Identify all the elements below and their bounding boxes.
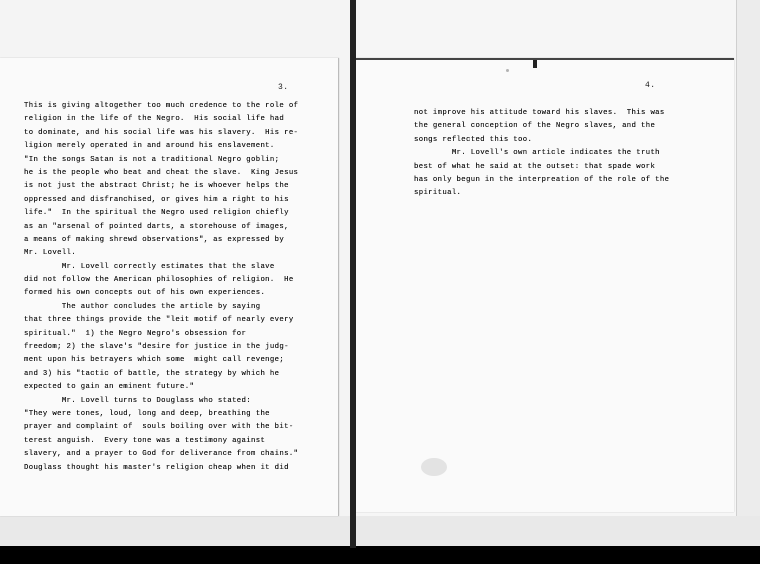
- text-line: to dominate, and his social life was his slavery. His re-: [24, 128, 299, 137]
- text-line: oppressed and disfranchised, or gives him a right to his: [24, 195, 289, 204]
- paper-smudge: [421, 458, 447, 476]
- text-line: that three things provide the "leit motif of nearly every: [24, 316, 294, 325]
- text-line: the general conception of the Negro slaves, and the: [414, 122, 656, 131]
- text-line: and 3) his "tactic of battle, the strategy by which he: [24, 369, 280, 378]
- text-line: as an "arsenal of pointed darts, a storehouse of images,: [24, 222, 289, 231]
- text-line: ligion merely operated in and around his enslavement.: [24, 142, 275, 151]
- typed-page-left: [0, 58, 339, 516]
- text-line: Mr. Lovell correctly estimates that the slave: [24, 262, 275, 271]
- right-sheet-edge: [736, 0, 760, 545]
- text-line: Mr. Lovell turns to Douglass who stated:: [24, 396, 251, 405]
- text-line: Mr. Lovell's own article indicates the truth: [414, 149, 660, 158]
- text-line: "They were tones, loud, long and deep, breathing the: [24, 409, 270, 418]
- page-text: [414, 107, 669, 201]
- text-line: terest anguish. Every tone was a testimony against: [24, 436, 266, 445]
- text-line: "In the songs Satan is not a traditional Negro goblin;: [24, 155, 280, 164]
- page-number: 4.: [645, 81, 656, 90]
- text-line: freedom; 2) the slave's "desire for justice in the judg-: [24, 343, 289, 352]
- text-line: spiritual.: [414, 189, 462, 198]
- bottom-paper-strip: [0, 516, 760, 546]
- page-number: 3.: [278, 83, 289, 92]
- text-line: Douglass thought his master's religion cheap when it did: [24, 463, 289, 472]
- text-line: he is the people who beat and cheat the slave. King Jesus: [24, 168, 299, 177]
- text-line: spiritual." 1) the Negro Negro's obsession for: [24, 329, 247, 338]
- text-line: did not follow the American philosophies of religion. He: [24, 276, 294, 285]
- text-line: not improve his attitude toward his slaves. This was: [414, 109, 665, 117]
- text-line: expected to gain an eminent future.": [24, 383, 195, 392]
- text-line: This is giving altogether too much credence to the role of: [24, 102, 299, 110]
- typed-page-right: [356, 58, 734, 512]
- text-line: prayer and complaint of souls boiling over with the bit-: [24, 423, 294, 432]
- paper-speck: [506, 69, 509, 72]
- text-line: life." In the spiritual the Negro used religion chiefly: [24, 209, 289, 218]
- text-line: religion in the life of the Negro. His social life had: [24, 115, 285, 124]
- text-line: Mr. Lovell.: [24, 249, 77, 258]
- text-line: The author concludes the article by saying: [24, 302, 261, 311]
- text-line: has only begun in the interpreation of the role of the: [414, 175, 670, 184]
- text-line: a means of making shrewd observations", as expressed by: [24, 235, 285, 244]
- text-line: songs reflected this too.: [414, 135, 533, 144]
- text-line: slavery, and a prayer to God for deliverance from chains.": [24, 450, 299, 459]
- text-line: best of what he said at the outset: that spade work: [414, 162, 656, 171]
- text-line: formed his own concepts out of his own experiences.: [24, 289, 266, 298]
- text-line: is not just the abstract Christ; he is whoever helps the: [24, 182, 289, 191]
- page-text: [24, 100, 298, 475]
- staple-mark: [533, 60, 537, 68]
- bottom-scan-border: [0, 546, 760, 564]
- text-line: ment upon his betrayers which some might call revenge;: [24, 356, 285, 365]
